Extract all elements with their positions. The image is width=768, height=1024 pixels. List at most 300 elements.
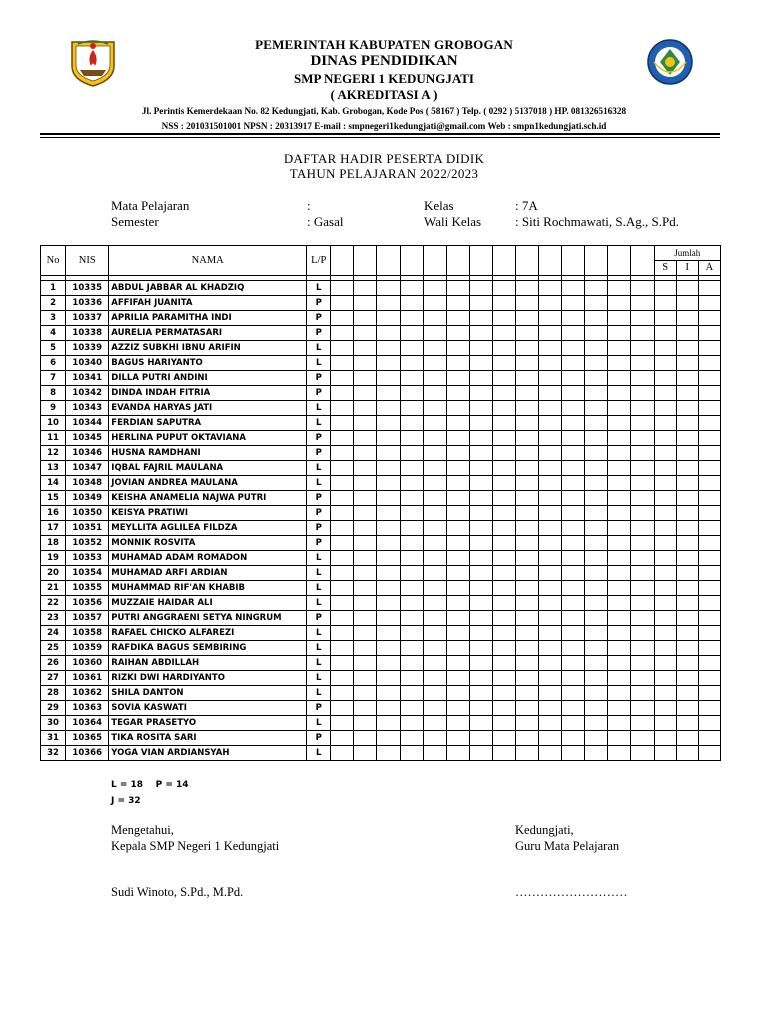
attendance-cell[interactable] <box>585 341 608 356</box>
attendance-cell[interactable] <box>585 746 608 761</box>
attendance-cell[interactable] <box>631 311 654 326</box>
total-cell[interactable] <box>676 641 698 656</box>
attendance-cell[interactable] <box>331 446 354 461</box>
attendance-cell[interactable] <box>400 656 423 671</box>
attendance-cell[interactable] <box>562 731 585 746</box>
attendance-cell[interactable] <box>446 506 469 521</box>
attendance-cell[interactable] <box>585 356 608 371</box>
attendance-cell[interactable] <box>585 371 608 386</box>
attendance-cell[interactable] <box>446 731 469 746</box>
attendance-cell[interactable] <box>354 386 377 401</box>
attendance-cell[interactable] <box>469 536 492 551</box>
attendance-cell[interactable] <box>331 656 354 671</box>
attendance-cell[interactable] <box>331 401 354 416</box>
total-cell[interactable] <box>698 746 720 761</box>
attendance-cell[interactable] <box>492 326 515 341</box>
attendance-cell[interactable] <box>377 326 400 341</box>
attendance-cell[interactable] <box>377 626 400 641</box>
attendance-cell[interactable] <box>516 371 539 386</box>
attendance-cell[interactable] <box>446 641 469 656</box>
attendance-cell[interactable] <box>562 641 585 656</box>
attendance-cell[interactable] <box>446 656 469 671</box>
attendance-cell[interactable] <box>331 281 354 296</box>
attendance-cell[interactable] <box>469 521 492 536</box>
attendance-cell[interactable] <box>331 311 354 326</box>
attendance-cell[interactable] <box>377 386 400 401</box>
attendance-cell[interactable] <box>469 281 492 296</box>
total-cell[interactable] <box>654 536 676 551</box>
attendance-cell[interactable] <box>331 746 354 761</box>
attendance-cell[interactable] <box>400 551 423 566</box>
attendance-cell[interactable] <box>608 656 631 671</box>
attendance-cell[interactable] <box>331 596 354 611</box>
attendance-cell[interactable] <box>608 296 631 311</box>
attendance-cell[interactable] <box>331 356 354 371</box>
attendance-cell[interactable] <box>516 566 539 581</box>
attendance-cell[interactable] <box>354 416 377 431</box>
attendance-cell[interactable] <box>331 371 354 386</box>
attendance-cell[interactable] <box>608 671 631 686</box>
attendance-cell[interactable] <box>516 356 539 371</box>
attendance-cell[interactable] <box>608 596 631 611</box>
attendance-cell[interactable] <box>469 416 492 431</box>
attendance-cell[interactable] <box>631 296 654 311</box>
attendance-cell[interactable] <box>539 296 562 311</box>
attendance-cell[interactable] <box>331 716 354 731</box>
attendance-cell[interactable] <box>331 461 354 476</box>
attendance-cell[interactable] <box>354 491 377 506</box>
attendance-cell[interactable] <box>562 671 585 686</box>
attendance-cell[interactable] <box>608 476 631 491</box>
attendance-cell[interactable] <box>377 446 400 461</box>
attendance-cell[interactable] <box>423 446 446 461</box>
total-cell[interactable] <box>654 521 676 536</box>
total-cell[interactable] <box>676 431 698 446</box>
total-cell[interactable] <box>676 356 698 371</box>
attendance-cell[interactable] <box>562 416 585 431</box>
attendance-cell[interactable] <box>354 281 377 296</box>
attendance-cell[interactable] <box>492 581 515 596</box>
total-cell[interactable] <box>654 491 676 506</box>
total-cell[interactable] <box>654 326 676 341</box>
attendance-cell[interactable] <box>446 476 469 491</box>
total-cell[interactable] <box>698 686 720 701</box>
attendance-cell[interactable] <box>562 686 585 701</box>
attendance-cell[interactable] <box>631 611 654 626</box>
attendance-cell[interactable] <box>469 356 492 371</box>
attendance-cell[interactable] <box>354 686 377 701</box>
attendance-cell[interactable] <box>492 371 515 386</box>
total-cell[interactable] <box>698 596 720 611</box>
total-cell[interactable] <box>654 386 676 401</box>
attendance-cell[interactable] <box>377 311 400 326</box>
attendance-cell[interactable] <box>377 596 400 611</box>
total-cell[interactable] <box>698 446 720 461</box>
attendance-cell[interactable] <box>539 566 562 581</box>
attendance-cell[interactable] <box>492 731 515 746</box>
attendance-cell[interactable] <box>631 491 654 506</box>
total-cell[interactable] <box>654 416 676 431</box>
attendance-cell[interactable] <box>492 641 515 656</box>
attendance-cell[interactable] <box>469 626 492 641</box>
attendance-cell[interactable] <box>539 401 562 416</box>
attendance-cell[interactable] <box>400 491 423 506</box>
attendance-cell[interactable] <box>539 356 562 371</box>
attendance-cell[interactable] <box>423 371 446 386</box>
attendance-cell[interactable] <box>446 701 469 716</box>
attendance-cell[interactable] <box>492 386 515 401</box>
attendance-cell[interactable] <box>608 551 631 566</box>
attendance-cell[interactable] <box>631 746 654 761</box>
attendance-cell[interactable] <box>354 296 377 311</box>
total-cell[interactable] <box>654 626 676 641</box>
attendance-cell[interactable] <box>400 746 423 761</box>
total-cell[interactable] <box>698 371 720 386</box>
attendance-cell[interactable] <box>331 686 354 701</box>
attendance-cell[interactable] <box>492 671 515 686</box>
attendance-cell[interactable] <box>331 551 354 566</box>
attendance-cell[interactable] <box>469 671 492 686</box>
attendance-cell[interactable] <box>446 491 469 506</box>
attendance-cell[interactable] <box>608 686 631 701</box>
attendance-cell[interactable] <box>608 536 631 551</box>
attendance-cell[interactable] <box>539 461 562 476</box>
total-cell[interactable] <box>676 461 698 476</box>
attendance-cell[interactable] <box>446 371 469 386</box>
total-cell[interactable] <box>698 626 720 641</box>
attendance-cell[interactable] <box>562 311 585 326</box>
attendance-cell[interactable] <box>585 416 608 431</box>
attendance-cell[interactable] <box>377 431 400 446</box>
attendance-cell[interactable] <box>400 716 423 731</box>
attendance-cell[interactable] <box>446 401 469 416</box>
attendance-cell[interactable] <box>631 326 654 341</box>
attendance-cell[interactable] <box>331 296 354 311</box>
attendance-cell[interactable] <box>631 536 654 551</box>
attendance-cell[interactable] <box>400 521 423 536</box>
attendance-cell[interactable] <box>585 491 608 506</box>
attendance-cell[interactable] <box>423 386 446 401</box>
attendance-cell[interactable] <box>562 281 585 296</box>
attendance-cell[interactable] <box>446 296 469 311</box>
total-cell[interactable] <box>676 371 698 386</box>
attendance-cell[interactable] <box>423 521 446 536</box>
attendance-cell[interactable] <box>492 566 515 581</box>
total-cell[interactable] <box>654 401 676 416</box>
attendance-cell[interactable] <box>400 581 423 596</box>
attendance-cell[interactable] <box>539 626 562 641</box>
total-cell[interactable] <box>676 566 698 581</box>
attendance-cell[interactable] <box>331 671 354 686</box>
attendance-cell[interactable] <box>377 491 400 506</box>
attendance-cell[interactable] <box>631 731 654 746</box>
attendance-cell[interactable] <box>400 431 423 446</box>
attendance-cell[interactable] <box>354 656 377 671</box>
attendance-cell[interactable] <box>400 611 423 626</box>
attendance-cell[interactable] <box>377 476 400 491</box>
attendance-cell[interactable] <box>400 506 423 521</box>
attendance-cell[interactable] <box>585 686 608 701</box>
total-cell[interactable] <box>698 716 720 731</box>
total-cell[interactable] <box>698 581 720 596</box>
attendance-cell[interactable] <box>469 551 492 566</box>
attendance-cell[interactable] <box>354 401 377 416</box>
attendance-cell[interactable] <box>354 551 377 566</box>
attendance-cell[interactable] <box>608 326 631 341</box>
total-cell[interactable] <box>698 671 720 686</box>
total-cell[interactable] <box>654 581 676 596</box>
attendance-cell[interactable] <box>354 596 377 611</box>
attendance-cell[interactable] <box>354 701 377 716</box>
attendance-cell[interactable] <box>400 341 423 356</box>
total-cell[interactable] <box>676 506 698 521</box>
attendance-cell[interactable] <box>608 281 631 296</box>
attendance-cell[interactable] <box>492 521 515 536</box>
attendance-cell[interactable] <box>585 596 608 611</box>
total-cell[interactable] <box>654 281 676 296</box>
attendance-cell[interactable] <box>539 431 562 446</box>
total-cell[interactable] <box>698 536 720 551</box>
total-cell[interactable] <box>676 731 698 746</box>
attendance-cell[interactable] <box>377 566 400 581</box>
attendance-cell[interactable] <box>562 326 585 341</box>
total-cell[interactable] <box>698 476 720 491</box>
attendance-cell[interactable] <box>516 296 539 311</box>
attendance-cell[interactable] <box>631 581 654 596</box>
attendance-cell[interactable] <box>608 386 631 401</box>
attendance-cell[interactable] <box>562 356 585 371</box>
attendance-cell[interactable] <box>331 326 354 341</box>
attendance-cell[interactable] <box>516 386 539 401</box>
total-cell[interactable] <box>676 746 698 761</box>
attendance-cell[interactable] <box>492 476 515 491</box>
attendance-cell[interactable] <box>354 581 377 596</box>
attendance-cell[interactable] <box>469 326 492 341</box>
attendance-cell[interactable] <box>631 716 654 731</box>
total-cell[interactable] <box>698 731 720 746</box>
total-cell[interactable] <box>698 611 720 626</box>
attendance-cell[interactable] <box>539 341 562 356</box>
attendance-cell[interactable] <box>608 431 631 446</box>
total-cell[interactable] <box>676 611 698 626</box>
attendance-cell[interactable] <box>539 671 562 686</box>
attendance-cell[interactable] <box>539 311 562 326</box>
attendance-cell[interactable] <box>400 566 423 581</box>
attendance-cell[interactable] <box>562 656 585 671</box>
total-cell[interactable] <box>676 626 698 641</box>
attendance-cell[interactable] <box>539 506 562 521</box>
total-cell[interactable] <box>698 461 720 476</box>
attendance-cell[interactable] <box>539 596 562 611</box>
total-cell[interactable] <box>676 416 698 431</box>
attendance-cell[interactable] <box>631 416 654 431</box>
attendance-cell[interactable] <box>423 431 446 446</box>
total-cell[interactable] <box>698 506 720 521</box>
attendance-cell[interactable] <box>516 716 539 731</box>
total-cell[interactable] <box>654 461 676 476</box>
attendance-cell[interactable] <box>539 491 562 506</box>
attendance-cell[interactable] <box>469 716 492 731</box>
attendance-cell[interactable] <box>516 611 539 626</box>
total-cell[interactable] <box>698 356 720 371</box>
attendance-cell[interactable] <box>331 476 354 491</box>
attendance-cell[interactable] <box>400 596 423 611</box>
attendance-cell[interactable] <box>516 431 539 446</box>
attendance-cell[interactable] <box>423 356 446 371</box>
attendance-cell[interactable] <box>492 551 515 566</box>
attendance-cell[interactable] <box>377 641 400 656</box>
attendance-cell[interactable] <box>354 311 377 326</box>
attendance-cell[interactable] <box>354 341 377 356</box>
attendance-cell[interactable] <box>423 566 446 581</box>
attendance-cell[interactable] <box>354 626 377 641</box>
attendance-cell[interactable] <box>516 281 539 296</box>
attendance-cell[interactable] <box>354 716 377 731</box>
attendance-cell[interactable] <box>608 356 631 371</box>
attendance-cell[interactable] <box>400 446 423 461</box>
total-cell[interactable] <box>698 296 720 311</box>
attendance-cell[interactable] <box>492 491 515 506</box>
attendance-cell[interactable] <box>516 506 539 521</box>
attendance-cell[interactable] <box>585 731 608 746</box>
attendance-cell[interactable] <box>539 386 562 401</box>
attendance-cell[interactable] <box>377 731 400 746</box>
attendance-cell[interactable] <box>377 371 400 386</box>
attendance-cell[interactable] <box>446 536 469 551</box>
attendance-cell[interactable] <box>492 506 515 521</box>
attendance-cell[interactable] <box>492 611 515 626</box>
attendance-cell[interactable] <box>377 506 400 521</box>
attendance-cell[interactable] <box>400 731 423 746</box>
attendance-cell[interactable] <box>562 506 585 521</box>
attendance-cell[interactable] <box>608 611 631 626</box>
attendance-cell[interactable] <box>423 746 446 761</box>
attendance-cell[interactable] <box>585 461 608 476</box>
attendance-cell[interactable] <box>562 596 585 611</box>
attendance-cell[interactable] <box>631 386 654 401</box>
attendance-cell[interactable] <box>631 506 654 521</box>
attendance-cell[interactable] <box>539 371 562 386</box>
attendance-cell[interactable] <box>539 521 562 536</box>
attendance-cell[interactable] <box>423 701 446 716</box>
attendance-cell[interactable] <box>516 461 539 476</box>
attendance-cell[interactable] <box>631 521 654 536</box>
attendance-cell[interactable] <box>631 281 654 296</box>
attendance-cell[interactable] <box>608 461 631 476</box>
attendance-cell[interactable] <box>608 311 631 326</box>
attendance-cell[interactable] <box>492 416 515 431</box>
attendance-cell[interactable] <box>423 551 446 566</box>
total-cell[interactable] <box>676 671 698 686</box>
attendance-cell[interactable] <box>608 506 631 521</box>
total-cell[interactable] <box>654 566 676 581</box>
total-cell[interactable] <box>654 671 676 686</box>
total-cell[interactable] <box>654 341 676 356</box>
attendance-cell[interactable] <box>377 656 400 671</box>
total-cell[interactable] <box>698 341 720 356</box>
attendance-cell[interactable] <box>585 641 608 656</box>
attendance-cell[interactable] <box>469 431 492 446</box>
total-cell[interactable] <box>654 446 676 461</box>
attendance-cell[interactable] <box>492 746 515 761</box>
total-cell[interactable] <box>654 701 676 716</box>
attendance-cell[interactable] <box>331 506 354 521</box>
attendance-cell[interactable] <box>631 446 654 461</box>
attendance-cell[interactable] <box>562 401 585 416</box>
attendance-cell[interactable] <box>585 551 608 566</box>
total-cell[interactable] <box>676 476 698 491</box>
total-cell[interactable] <box>698 656 720 671</box>
attendance-cell[interactable] <box>608 341 631 356</box>
attendance-cell[interactable] <box>492 446 515 461</box>
attendance-cell[interactable] <box>469 641 492 656</box>
attendance-cell[interactable] <box>516 626 539 641</box>
attendance-cell[interactable] <box>423 656 446 671</box>
attendance-cell[interactable] <box>446 461 469 476</box>
attendance-cell[interactable] <box>423 596 446 611</box>
total-cell[interactable] <box>654 476 676 491</box>
attendance-cell[interactable] <box>562 461 585 476</box>
attendance-cell[interactable] <box>446 596 469 611</box>
attendance-cell[interactable] <box>469 491 492 506</box>
attendance-cell[interactable] <box>331 566 354 581</box>
attendance-cell[interactable] <box>331 416 354 431</box>
total-cell[interactable] <box>654 656 676 671</box>
attendance-cell[interactable] <box>492 401 515 416</box>
attendance-cell[interactable] <box>562 341 585 356</box>
attendance-cell[interactable] <box>585 626 608 641</box>
attendance-cell[interactable] <box>400 671 423 686</box>
attendance-cell[interactable] <box>423 506 446 521</box>
attendance-cell[interactable] <box>354 536 377 551</box>
attendance-cell[interactable] <box>631 551 654 566</box>
attendance-cell[interactable] <box>423 416 446 431</box>
attendance-cell[interactable] <box>423 626 446 641</box>
attendance-cell[interactable] <box>631 461 654 476</box>
total-cell[interactable] <box>654 716 676 731</box>
attendance-cell[interactable] <box>423 536 446 551</box>
attendance-cell[interactable] <box>516 656 539 671</box>
attendance-cell[interactable] <box>608 401 631 416</box>
total-cell[interactable] <box>676 716 698 731</box>
attendance-cell[interactable] <box>469 296 492 311</box>
attendance-cell[interactable] <box>377 296 400 311</box>
attendance-cell[interactable] <box>608 491 631 506</box>
total-cell[interactable] <box>654 551 676 566</box>
attendance-cell[interactable] <box>400 326 423 341</box>
attendance-cell[interactable] <box>492 656 515 671</box>
attendance-cell[interactable] <box>492 626 515 641</box>
attendance-cell[interactable] <box>585 611 608 626</box>
attendance-cell[interactable] <box>539 281 562 296</box>
attendance-cell[interactable] <box>377 341 400 356</box>
total-cell[interactable] <box>698 416 720 431</box>
total-cell[interactable] <box>698 521 720 536</box>
attendance-cell[interactable] <box>400 641 423 656</box>
attendance-cell[interactable] <box>377 671 400 686</box>
attendance-cell[interactable] <box>331 581 354 596</box>
attendance-cell[interactable] <box>562 611 585 626</box>
total-cell[interactable] <box>698 491 720 506</box>
attendance-cell[interactable] <box>469 371 492 386</box>
attendance-cell[interactable] <box>469 686 492 701</box>
attendance-cell[interactable] <box>631 566 654 581</box>
attendance-cell[interactable] <box>562 626 585 641</box>
attendance-cell[interactable] <box>585 281 608 296</box>
total-cell[interactable] <box>654 611 676 626</box>
attendance-cell[interactable] <box>608 746 631 761</box>
total-cell[interactable] <box>698 311 720 326</box>
